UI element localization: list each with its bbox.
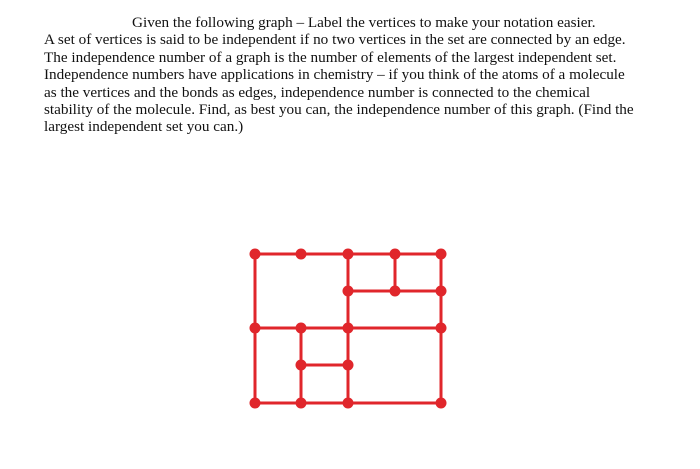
problem-line-7: largest independent set you can.): [44, 118, 244, 136]
problem-line-5: as the vertices and the bonds as edges, independence number is connected to the chemical: [44, 83, 591, 101]
graph-vertex: [296, 249, 307, 260]
graph-vertex: [436, 249, 447, 260]
graph-vertex: [436, 398, 447, 409]
graph-vertex: [343, 398, 354, 409]
graph-vertex: [343, 286, 354, 297]
graph-vertex: [390, 249, 401, 260]
graph-vertex: [250, 249, 261, 260]
graph-vertex: [296, 323, 307, 334]
graph-vertex: [343, 323, 354, 334]
graph-vertex: [296, 398, 307, 409]
problem-line-2: A set of vertices is said to be independent if no two vertices in the set are connected by an edge.: [44, 31, 626, 49]
problem-line-1: Given the following graph – Label the vertices to make your notation easier.: [132, 14, 596, 31]
graph-vertex: [436, 323, 447, 334]
problem-line-6: stability of the molecule. Find, as best you can, the independence number of this graph. (Find the: [44, 101, 634, 119]
graph-vertex: [390, 286, 401, 297]
problem-line-3: The independence number of a graph is the number of elements of the largest independent set.: [44, 48, 617, 66]
graph-vertex: [343, 249, 354, 260]
graph-vertex: [250, 323, 261, 334]
problem-line-4: Independence numbers have applications in chemistry – if you think of the atoms of a molecule: [44, 66, 625, 84]
graph-vertex: [343, 360, 354, 371]
graph-vertex: [436, 286, 447, 297]
graph-vertex: [296, 360, 307, 371]
graph-vertex: [250, 398, 261, 409]
